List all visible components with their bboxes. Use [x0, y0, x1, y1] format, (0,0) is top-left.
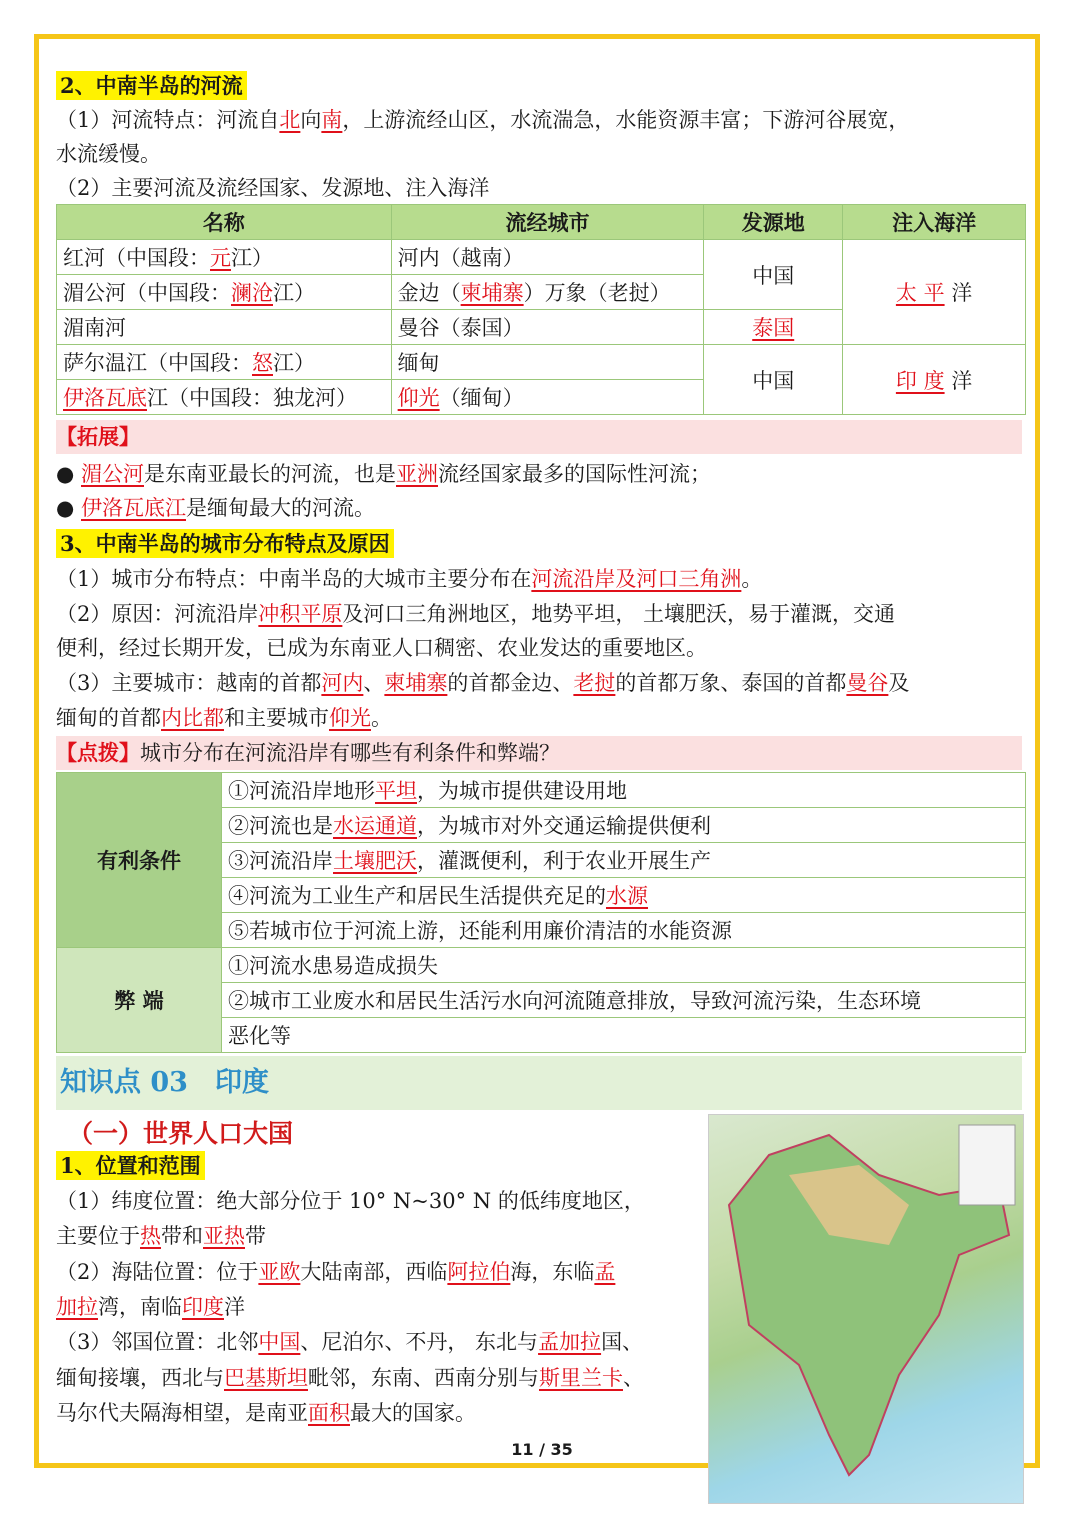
knowledge-point-title: 知识点 03 印度: [56, 1056, 1022, 1110]
pros-cons-table: 有利条件 ①河流沿岸地形平坦，为城市提供建设用地 ②河流也是水运通道，为城市对外交通运输提供便利 ③河流沿岸土壤肥沃，灌溉便利，利于农业开展生产 ④河流为工业生产和居民生活提供充足的水源 ⑤若城市位于河流上游，还能利用廉价清洁的水能资源 弊 端 ①河流水患易造成损失 ②城市工业废水和居民生活污水向河流随意排放，导致河流污染，生态环境 恶化等: [56, 772, 1026, 1053]
col-source: 发源地: [704, 205, 843, 240]
india-line-3: （2）海陆位置：位于亚欧大陆南部，西临阿拉伯海，东临孟: [56, 1260, 616, 1284]
col-ocean: 注入海洋: [843, 205, 1026, 240]
city-line-2: （2）原因：河流沿岸冲积平原及河口三角洲地区，地势平坦， 土壤肥沃，易于灌溉，交通: [56, 602, 896, 626]
city-line-1: （1）城市分布特点：中南半岛的大城市主要分布在河流沿岸及河口三角洲。: [56, 567, 763, 591]
section-2-title: 2、中南半岛的河流: [56, 70, 247, 102]
col-cities: 流经城市: [391, 205, 704, 240]
bullet-1: ● 湄公河是东南亚最长的河流，也是亚洲流经国家最多的国际性河流；: [56, 462, 711, 486]
city-line-5: 缅甸的首都内比都和主要城市仰光。: [56, 706, 392, 730]
table-row: 湄南河 曼谷（泰国） 泰国: [57, 310, 1026, 345]
india-line-4: 加拉湾，南临印度洋: [56, 1295, 245, 1319]
india-line-5: （3）邻国位置：北邻中国、尼泊尔、不丹， 东北与孟加拉国、: [56, 1330, 644, 1354]
rivers-intro: （2）主要河流及流经国家、发源地、注入海洋: [56, 176, 490, 200]
city-line-3: 便利，经过长期开发，已成为东南亚人口稠密、农业发达的重要地区。: [56, 636, 707, 660]
table-row: 伊洛瓦底江（中国段：独龙河） 仰光（缅甸）: [57, 380, 1026, 415]
bullet-2: ● 伊洛瓦底江是缅甸最大的河流。: [56, 496, 375, 520]
india-line-7: 马尔代夫隔海相望，是南亚面积最大的国家。: [56, 1401, 476, 1425]
river-feature-line-2: 水流缓慢。: [56, 142, 161, 166]
extension-banner: 【拓展】: [56, 420, 1022, 454]
rivers-table: [56, 204, 1026, 415]
india-line-1: （1）纬度位置：绝大部分位于 10° N~30° N 的低纬度地区，: [56, 1189, 645, 1213]
india-line-6: 缅甸接壤，西北与巴基斯坦毗邻，东南、西南分别与斯里兰卡、: [56, 1366, 644, 1390]
col-name: 名称: [57, 205, 392, 240]
india-line-2: 主要位于热带和亚热带: [56, 1224, 266, 1248]
disadvantages-label: 弊 端: [57, 948, 222, 1053]
table-row: 湄公河（中国段：澜沧江） 金边（柬埔寨）万象（老挝）: [57, 275, 1026, 310]
table-row: 萨尔温江（中国段：怒江） 缅甸 中国 印 度 洋: [57, 345, 1026, 380]
advantages-label: 有利条件: [57, 773, 222, 948]
river-feature-line: （1）河流特点：河流自北向南，上游流经山区，水流湍急，水能资源丰富；下游河谷展宽，: [56, 108, 910, 132]
city-line-4: （3）主要城市：越南的首都河内、柬埔寨的首都金边、老挝的首都万象、泰国的首都曼谷及: [56, 671, 910, 695]
tip-banner: 【点拨】城市分布在河流沿岸有哪些有利条件和弊端？: [56, 736, 1022, 770]
page-number: 11 / 35: [511, 1440, 573, 1459]
subheading: （一）世界人口大国: [68, 1119, 294, 1148]
india-heading: 1、位置和范围: [56, 1150, 205, 1182]
table-row: 红河（中国段：元江） 河内（越南） 中国 太 平 洋: [57, 240, 1026, 275]
section-3-title: 3、中南半岛的城市分布特点及原因: [56, 528, 394, 560]
